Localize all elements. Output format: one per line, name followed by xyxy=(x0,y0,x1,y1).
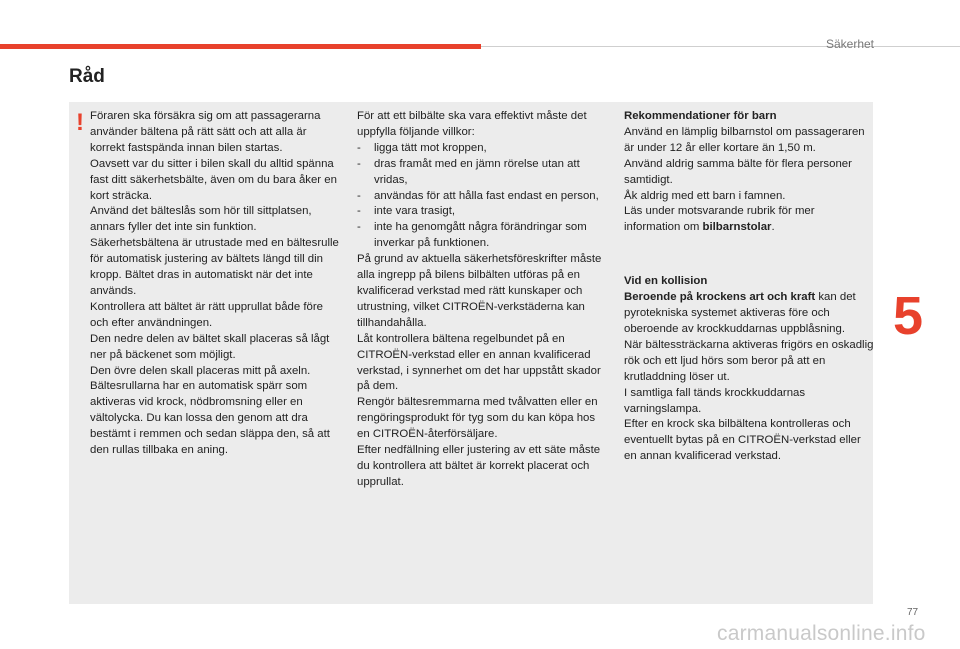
watermark: carmanualsonline.info xyxy=(717,622,926,645)
paragraph: Använd det bälteslås som hör till sittplatsen, annars fyller det inte sin funktion. xyxy=(90,205,312,234)
paragraph: Föraren ska försäkra sig om att passagerarna använder bältena på rätt sätt och att alla är korrekt fastspända innan bilen startas. xyxy=(90,110,321,154)
condition-item: - ligga tätt mot kroppen, xyxy=(357,141,487,154)
section-label: Säkerhet xyxy=(825,37,874,51)
paragraph: Säkerhetsbältena är utrustade med en bältesrulle för automatisk justering av bältets längd till din kropp. Bältet dras in automatiskt när det inte används. xyxy=(90,237,339,297)
page-number: 77 xyxy=(907,607,919,618)
chapter-number: 5 xyxy=(893,286,924,346)
condition-item: - användas för att hålla fast endast en person, xyxy=(357,189,599,202)
children-heading: Rekommendationer för barn xyxy=(624,110,777,122)
column-driver-advice xyxy=(90,109,342,459)
paragraph: Bältesrullarna har en automatisk spärr som aktiveras vid krock, nödbromsning eller en vältolycka. Du kan lossa den genom att dra bestämt i remmen och sedan släppa den, så att den rullas tillbaka en aning. xyxy=(90,380,330,457)
warning-icon: ! xyxy=(76,109,84,136)
paragraph: Efter nedfällning eller justering av ett säte måste du kontrollera att bältet är korrekt placerat och upprullat. xyxy=(357,444,601,488)
header-accent-bar xyxy=(0,44,481,49)
paragraph: Låt kontrollera bältena regelbundet på en CITROËN-verkstad eller en annan kvalificerad verkstad, i synnerhet om det har uppstått skador på dem. xyxy=(357,332,601,393)
condition-item: - inte vara trasigt, xyxy=(357,205,456,218)
column-belt-conditions xyxy=(357,109,607,491)
paragraph: Kontrollera att bältet är rätt upprullat både före och efter användningen. xyxy=(90,300,324,329)
condition-item: - inte ha genomgått några förändringar som inverkar på funktionen. xyxy=(357,221,587,250)
header-rule xyxy=(481,46,960,47)
paragraph: När bältessträckarna aktiveras frigörs en oskadlig rök och ett ljud hörs som beror på att en krutladdning löser ut. xyxy=(624,338,874,383)
paragraph: I samtliga fall tänds krockkuddarnas varningslampa. xyxy=(624,386,806,415)
paragraph: Den övre delen skall placeras mitt på axeln. xyxy=(90,364,311,377)
child-seat-link-text: bilbarnstolar xyxy=(702,221,772,234)
collision-heading: Vid en kollision xyxy=(624,275,708,288)
conditions-intro: För att ett bilbälte ska vara effektivt måste det uppfylla följande villkor: xyxy=(357,110,587,138)
paragraph: Rengör bältesremmarna med tvålvatten eller en rengöringsprodukt för tyg som du kan köpa hos en CITROËN-återförsäljare. xyxy=(357,396,598,441)
more-info-paragraph: Läs under motsvarande rubrik för mer information om bilbarnstolar. xyxy=(624,205,815,234)
paragraph: Åk aldrig med ett barn i famnen. xyxy=(624,189,786,202)
column-children-collision xyxy=(624,109,874,465)
condition-item: - dras framåt med en jämn rörelse utan att vridas, xyxy=(357,157,580,186)
page-title: Råd xyxy=(69,66,105,87)
paragraph: Efter en krock ska bilbältena kontrolleras och eventuellt bytas på en CITROËN-verkstad eller en annan kvalificerad verkstad. xyxy=(624,418,861,463)
paragraph: På grund av aktuella säkerhetsföreskrifter måste alla ingrepp på bilens bilbälten utföras på en kvalificerad verkstad med rätt kunskaper och utrustning, vilket CITROËN-verkstäderna kan tillhandahålla. xyxy=(357,253,602,329)
paragraph: Oavsett var du sitter i bilen skall du alltid spänna fast ditt säkerhetsbälte, även om du bara åker en kort sträcka. xyxy=(90,157,337,202)
collision-lead: Beroende på krockens art och kraft kan det pyrotekniska systemet aktiveras före och oberoende av krockkuddarnas uppblåsning. xyxy=(624,291,856,335)
paragraph: Den nedre delen av bältet skall placeras så lågt ner på bäckenet som möjligt. xyxy=(90,332,330,361)
paragraph: Använd aldrig samma bälte för flera personer samtidigt. xyxy=(624,157,852,186)
paragraph: Använd en lämplig bilbarnstol om passageraren är under 12 år eller kortare än 1,50 m. xyxy=(624,125,865,154)
